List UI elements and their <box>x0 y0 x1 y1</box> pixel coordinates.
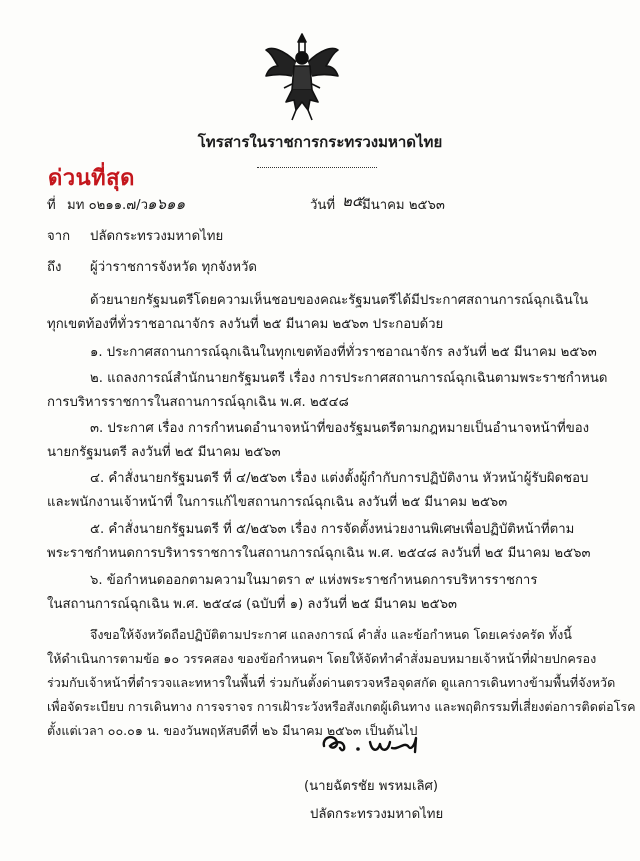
memo-header-title: โทรสารในราชการกระทรวงมหาดไทย <box>197 133 443 151</box>
item-4-line-1: ๔. คำสั่งนายกรัฐมนตรี ที่ ๔/๒๕๖๓ เรื่อง แต่งตั้งผู้กำกับการปฏิบัติงาน หัวหน้าผู้รับผิดชอบ <box>90 471 589 486</box>
handwritten-signature <box>318 728 428 758</box>
item-2-line-1: ๒. แถลงการณ์สำนักนายกรัฐมนตรี เรื่อง การประกาศสถานการณ์ฉุกเฉินตามพระราชกำหนด <box>90 371 608 386</box>
to-label: ถึง <box>47 260 62 275</box>
item-4-line-2: และพนักงานเจ้าหน้าที่ ในการแก้ไขสถานการณ์ฉุกเฉิน ลงวันที่ ๒๕ มีนาคม ๒๕๖๓ <box>47 495 508 510</box>
from-label: จาก <box>47 229 71 244</box>
date-day-handwritten: ๒๕ <box>342 192 364 210</box>
intro-line-2: ทุกเขตท้องที่ทั่วราชอาณาจักร ลงวันที่ ๒๕ มีนาคม ๒๕๖๓ ประกอบด้วย <box>47 317 444 332</box>
item-2-line-2: การบริหารราชการในสถานการณ์ฉุกเฉิน พ.ศ. ๒๕๔๘ <box>47 395 349 410</box>
intro-line-1: ด้วยนายกรัฐมนตรีโดยความเห็นชอบของคณะรัฐมนตรีได้มีประกาศสถานการณ์ฉุกเฉินใน <box>90 293 589 308</box>
date-label: วันที่ <box>310 198 336 213</box>
signatory-name: (นายฉัตรชัย พรหมเลิศ) <box>304 779 439 794</box>
closing-line-2: ให้ดำเนินการตามข้อ ๑๐ วรรคสอง ของข้อกำหนดฯ โดยให้จัดทำคำสั่งมอบหมายเจ้าหน้าที่ฝ่ายปกครอง <box>47 651 597 666</box>
item-3-line-2: นายกรัฐมนตรี ลงวันที่ ๒๕ มีนาคม ๒๕๖๓ <box>47 445 281 460</box>
item-1-line-1: ๑. ประกาศสถานการณ์ฉุกเฉินในทุกเขตท้องที่ทั่วราชอาณาจักร ลงวันที่ ๒๕ มีนาคม ๒๕๖๓ <box>90 345 597 360</box>
urgency-stamp: ด่วนที่สุด <box>48 166 135 191</box>
ref-handwritten-number: ๑๖๑๑ <box>147 195 186 213</box>
item-3-line-1: ๓. ประกาศ เรื่อง การกำหนดอำนาจหน้าที่ของรัฐมนตรีตามกฎหมายเป็นอำนาจหน้าที่ของ <box>90 421 590 436</box>
header-dotted-line <box>257 167 377 168</box>
from-value: ปลัดกระทรวงมหาดไทย <box>90 229 224 244</box>
ref-number: มท ๐๒๑๑.๗/ว <box>67 198 149 213</box>
item-5-line-1: ๕. คำสั่งนายกรัฐมนตรี ที่ ๕/๒๕๖๓ เรื่อง การจัดตั้งหน่วยงานพิเศษเพื่อปฏิบัติหน้าที่ตาม <box>90 522 575 537</box>
closing-line-3: ร่วมกับเจ้าหน้าที่ตำรวจและทหารในพื้นที่ ร่วมกันตั้งด่านตรวจหรือจุดสกัด ดูแลการเดินทางข้ามพื้นที่จังหวัด <box>47 675 616 690</box>
closing-line-4: เพื่อจัดระเบียบ การเดินทาง การจราจร การเฝ้าระวังหรือสังเกตผู้เดินทาง และพฤติกรรมที่เสี่ยงต่อการติดต่อโรค <box>47 699 636 714</box>
closing-line-1: จึงขอให้จังหวัดถือปฏิบัติตามประกาศ แถลงการณ์ คำสั่ง และข้อกำหนด โดยเคร่งครัด ทั้งนี้ <box>90 627 572 642</box>
signatory-position: ปลัดกระทรวงมหาดไทย <box>310 807 444 822</box>
garuda-emblem-icon <box>262 28 342 124</box>
item-6-line-1: ๖. ข้อกำหนดออกตามความในมาตรา ๙ แห่งพระราชกำหนดการบริหารราชการ <box>90 573 538 588</box>
item-5-line-2: พระราชกำหนดการบริหารราชการในสถานการณ์ฉุกเฉิน พ.ศ. ๒๕๔๘ ลงวันที่ ๒๕ มีนาคม ๒๕๖๓ <box>47 546 591 561</box>
closing-line-5: ตั้งแต่เวลา ๐๐.๐๑ น. ของวันพฤหัสบดีที่ ๒๖ มีนาคม ๒๕๖๓ เป็นต้นไป <box>47 723 418 738</box>
date-month-year: มีนาคม ๒๕๖๓ <box>362 198 445 213</box>
item-6-line-2: ในสถานการณ์ฉุกเฉิน พ.ศ. ๒๕๔๘ (ฉบับที่ ๑) ลงวันที่ ๒๕ มีนาคม ๒๕๖๓ <box>47 597 457 612</box>
to-value: ผู้ว่าราชการจังหวัด ทุกจังหวัด <box>90 260 257 275</box>
ref-label: ที่ <box>47 198 56 213</box>
